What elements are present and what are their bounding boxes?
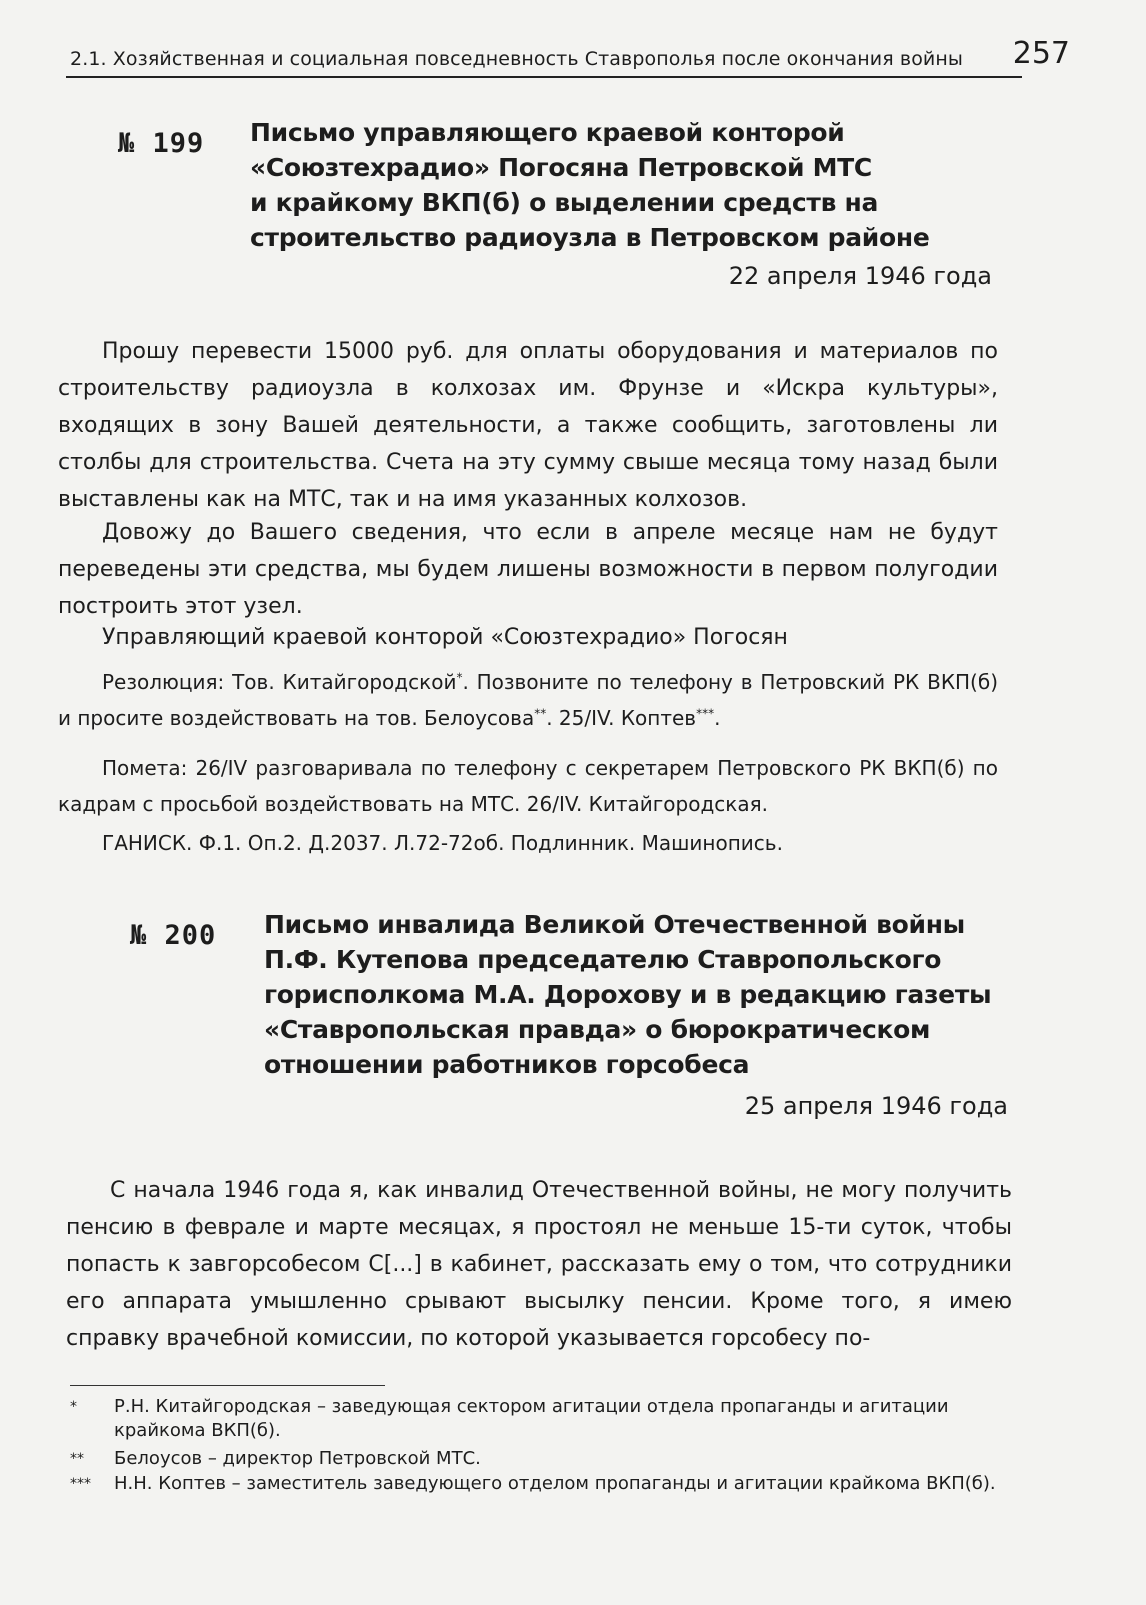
footnote-rule [70,1385,385,1386]
resolution-text: . [714,706,721,730]
footnote-mark: * [70,1399,77,1415]
doc-title-line: горисполкома М.А. Дорохову и в редакцию газеты [264,980,992,1009]
doc-title-line: Письмо управляющего краевой конторой [250,118,845,147]
running-title: 2.1. Хозяйственная и социальная повседневность Ставрополья после окончания войны [70,48,963,70]
resolution-text: . Позвоните по телефону в Петровский РК ВКП(б) и просите воздействовать на тов. Белоусова [58,670,998,730]
footnote-text: Р.Н. Китайгородская – заведующая сектором агитации отдела пропаганды и агитации крайкома ВКП(б). [114,1396,949,1441]
archive-source: ГАНИСК. Ф.1. Оп.2. Д.2037. Л.72-72об. Подлинник. Машинопись. [102,831,783,855]
footnote-text: Белоусов – директор Петровской МТС. [114,1448,481,1469]
doc-date: 22 апреля 1946 года [728,262,992,290]
footnote-mark: ** [70,1451,84,1467]
footnote-ref: ** [534,706,547,721]
doc-title [264,907,1024,1082]
signature-line: Управляющий краевой конторой «Союзтехрадио» Погосян [102,625,788,650]
footnote [70,1395,1030,1443]
doc-title-line: П.Ф. Кутепова председателю Ставропольского [264,945,942,974]
footnote-ref: *** [696,706,715,721]
body-paragraph: Довожу до Вашего сведения, что если в апреле месяце нам не будут переведены эти средства, мы будем лишены возможности в первом полугодии построить этот узел. [58,520,998,619]
header-rule [66,76,1022,78]
doc-title-line: и крайкому ВКП(б) о выделении средств на [250,188,879,217]
note: Помета: 26/IV разговаривала по телефону с секретарем Петровского РК ВКП(б) по кадрам с просьбой воздействовать на МТС. 26/IV. Китайгородская. [58,756,998,816]
resolution-text: . 25/IV. Коптев [546,706,697,730]
doc-title-line: «Союзтехрадио» Погосяна Петровской МТС [250,153,872,182]
body-paragraph: С начала 1946 года я, как инвалид Отечественной войны, не могу получить пенсию в феврале и марте месяцах, я простоял не меньше 15-ти суток, чтобы попасть к завгорсобесом С[...] в кабинет, рассказать ему о том, что сотрудники его аппарата умышленно срывают высылку пенсии. Кроме того, я имею справку врачебной комиссии, по которой указывается горсобесу по- [66,1178,1012,1351]
doc-title [250,115,1010,255]
doc-number: № 200 [130,920,217,951]
footnote-mark: *** [70,1476,91,1492]
doc-title-line: отношении работников горсобеса [264,1050,750,1079]
body-paragraph: Прошу перевести 15000 руб. для оплаты оборудования и материалов по строительству радиоузла в колхозах им. Фрунзе и «Искра культуры», входящих в зону Вашей деятельности, а также сообщить, заготовлены ли столбы для строительства. Счета на эту сумму свыше месяца тому назад были выставлены как на МТС, так и на имя указанных колхозов. [58,339,998,512]
footnote-text: Н.Н. Коптев – заместитель заведующего отделом пропаганды и агитации крайкома ВКП(б). [114,1473,996,1494]
doc-title-line: строительство радиоузла в Петровском районе [250,223,930,252]
doc-title-line: «Ставропольская правда» о бюрократическом [264,1015,931,1044]
footnote [70,1447,1030,1471]
resolution [58,664,998,736]
footnote-ref: * [456,670,463,685]
page-number: 257 [1012,36,1070,71]
page-header [70,22,1070,82]
doc-date: 25 апреля 1946 года [744,1092,1008,1120]
footnote [70,1472,1030,1496]
doc-number: № 199 [118,128,205,159]
doc-title-line: Письмо инвалида Великой Отечественной войны [264,910,965,939]
resolution-text: Резолюция: Тов. Китайгородской [102,670,457,694]
